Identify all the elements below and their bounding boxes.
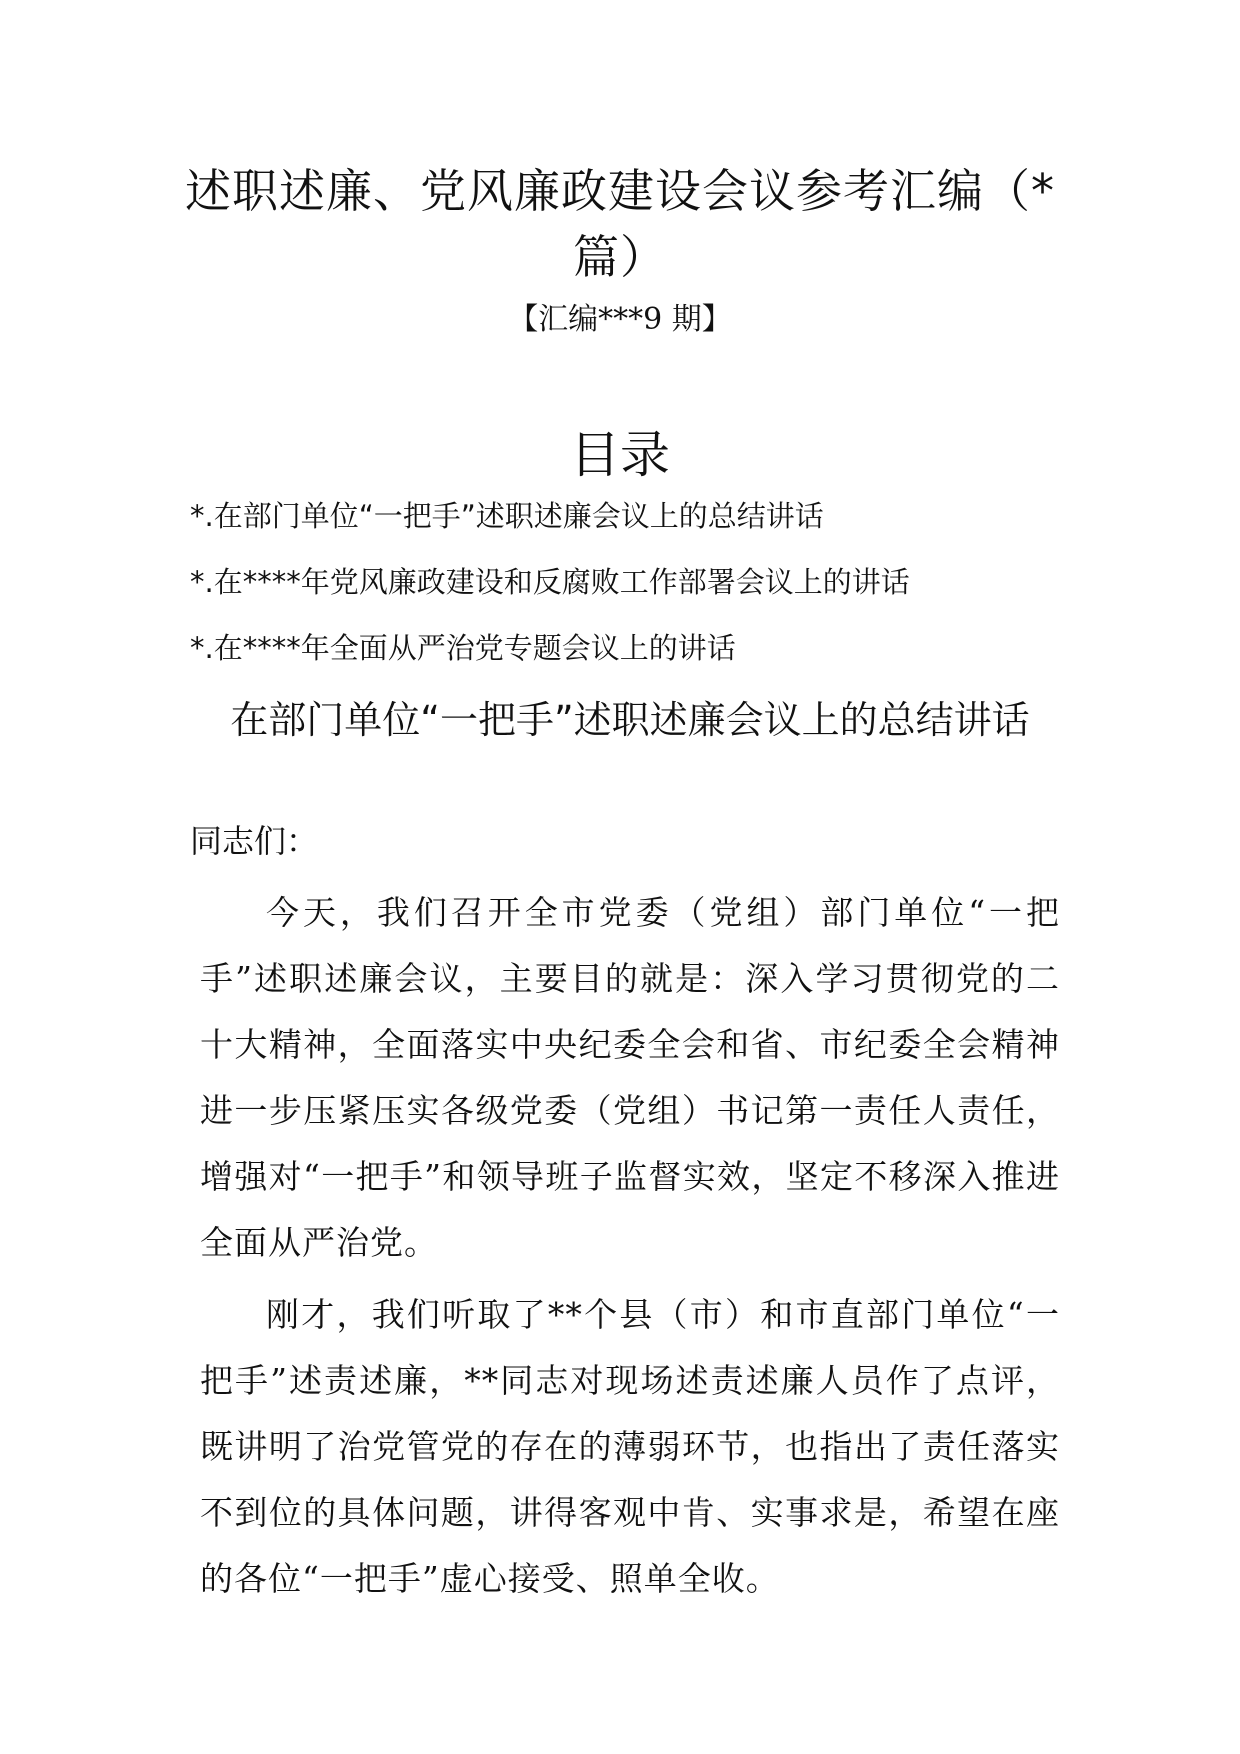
body-paragraph: 今天，我们召开全市党委（党组）部门单位“一把手”述职述廉会议，主要目的就是：深入学习贯彻党的二十大精神，全面落实中央纪委全会和省、市纪委全会精神进一步压紧压实各级党委（党组）书记第一责任人责任，增强对“一把手”和领导班子监督实效，坚定不移深入推进全面从严治党。: [200, 893, 1060, 1262]
document-title: 述职述廉、党风廉政建设会议参考汇编（*篇）: [185, 164, 1055, 284]
table-of-contents: [190, 496, 1090, 694]
toc-item: *.在****年全面从严治党专题会议上的讲话: [190, 631, 736, 665]
toc-item: *.在****年党风廉政建设和反腐败工作部署会议上的讲话: [190, 565, 910, 599]
issue-label: 【汇编***9 期】: [508, 302, 732, 337]
body-paragraph: 刚才，我们听取了**个县（市）和市直部门单位“一把手”述责述廉，**同志对现场述责述廉人员作了点评，既讲明了治党管党的存在的薄弱环节，也指出了责任落实不到位的具体问题，讲得客观中肯、实事求是，希望在座的各位“一把手”虚心接受、照单全收。: [200, 1295, 1060, 1598]
salutation: 同志们：: [190, 822, 319, 860]
toc-heading: 目录: [570, 426, 670, 484]
toc-item: *.在部门单位“一把手”述职述廉会议上的总结讲话: [190, 499, 824, 533]
section-title: 在部门单位“一把手”述职述廉会议上的总结讲话: [230, 698, 1030, 742]
